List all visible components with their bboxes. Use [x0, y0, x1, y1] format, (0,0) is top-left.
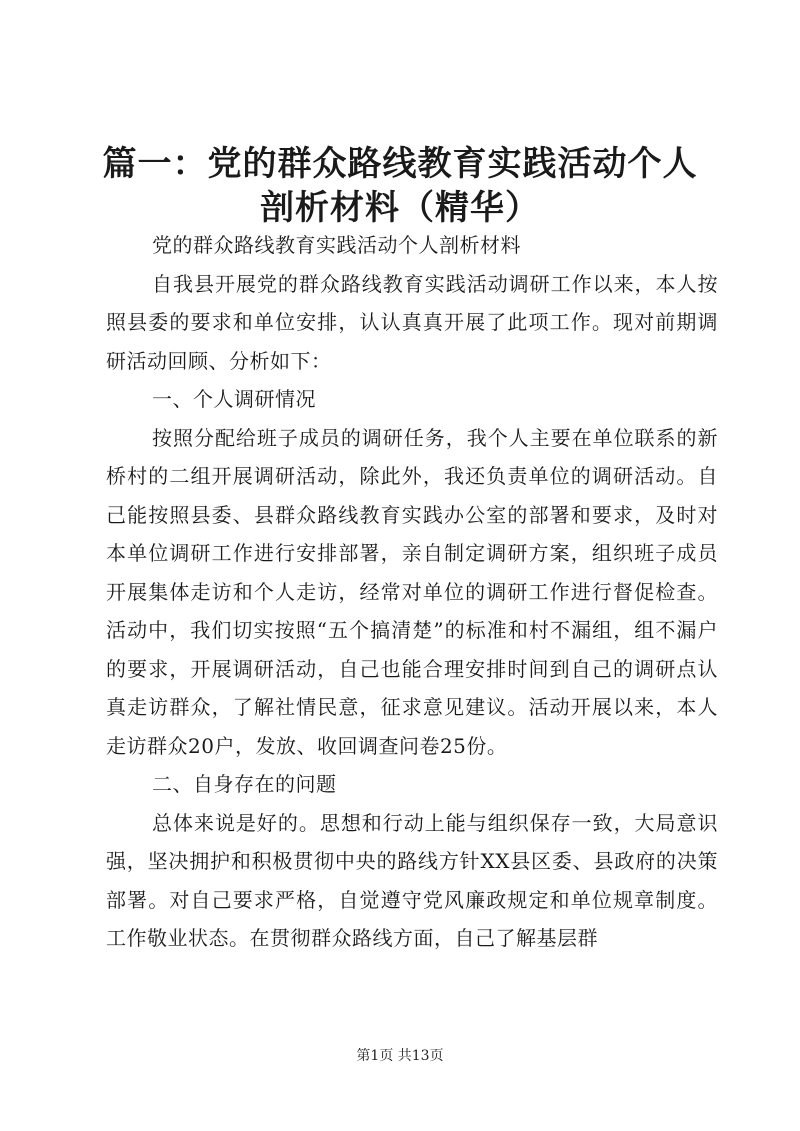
section-1-paragraph: 按照分配给班子成员的调研任务，我个人主要在单位联系的新桥村的二组开展调研活动，除此外，我还负责单位的调研活动。自己能按照县委、县群众路线教育实践办公室的部署和要求，及时对本单位调研工作进行安排部署，亲自制定调研方案，组织班子成员开展集体走访和个人走访，经常对单位的调研工作进行督促检查。活动中，我们切实按照“五个搞清楚”的标准和村不漏组，组不漏户的要求，开展调研活动，自己也能合理安排时间到自己的调研点认真走访群众，了解社情民意，征求意见建议。活动开展以来，本人走访群众20户，发放、收回调查问卷25份。: [106, 425, 718, 758]
section-2-paragraph: 总体来说是好的。思想和行动上能与组织保存一致，大局意识强，坚决拥护和积极贯彻中央的路线方针XX县区委、县政府的决策部署。对自己要求严格，自觉遵守党风廉政规定和单位规章制度。工作敬业状态。在贯彻群众路线方面，自己了解基层群: [106, 810, 718, 950]
document-body: [106, 226, 718, 958]
document-title: 篇一：党的群众路线教育实践活动个人剖析材料（精华）: [102, 144, 698, 228]
section-heading-1: 一、个人调研情况: [152, 387, 316, 411]
page-footer: 第1页 共13页: [356, 1048, 444, 1064]
section-heading-2: 二、自身存在的问题: [152, 772, 337, 796]
subtitle-paragraph: 党的群众路线教育实践活动个人剖析材料: [152, 233, 521, 257]
intro-paragraph: 自我县开展党的群众路线教育实践活动调研工作以来，本人按照县委的要求和单位安排，认认真真开展了此项工作。现对前期调研活动回顾、分析如下：: [106, 271, 718, 373]
